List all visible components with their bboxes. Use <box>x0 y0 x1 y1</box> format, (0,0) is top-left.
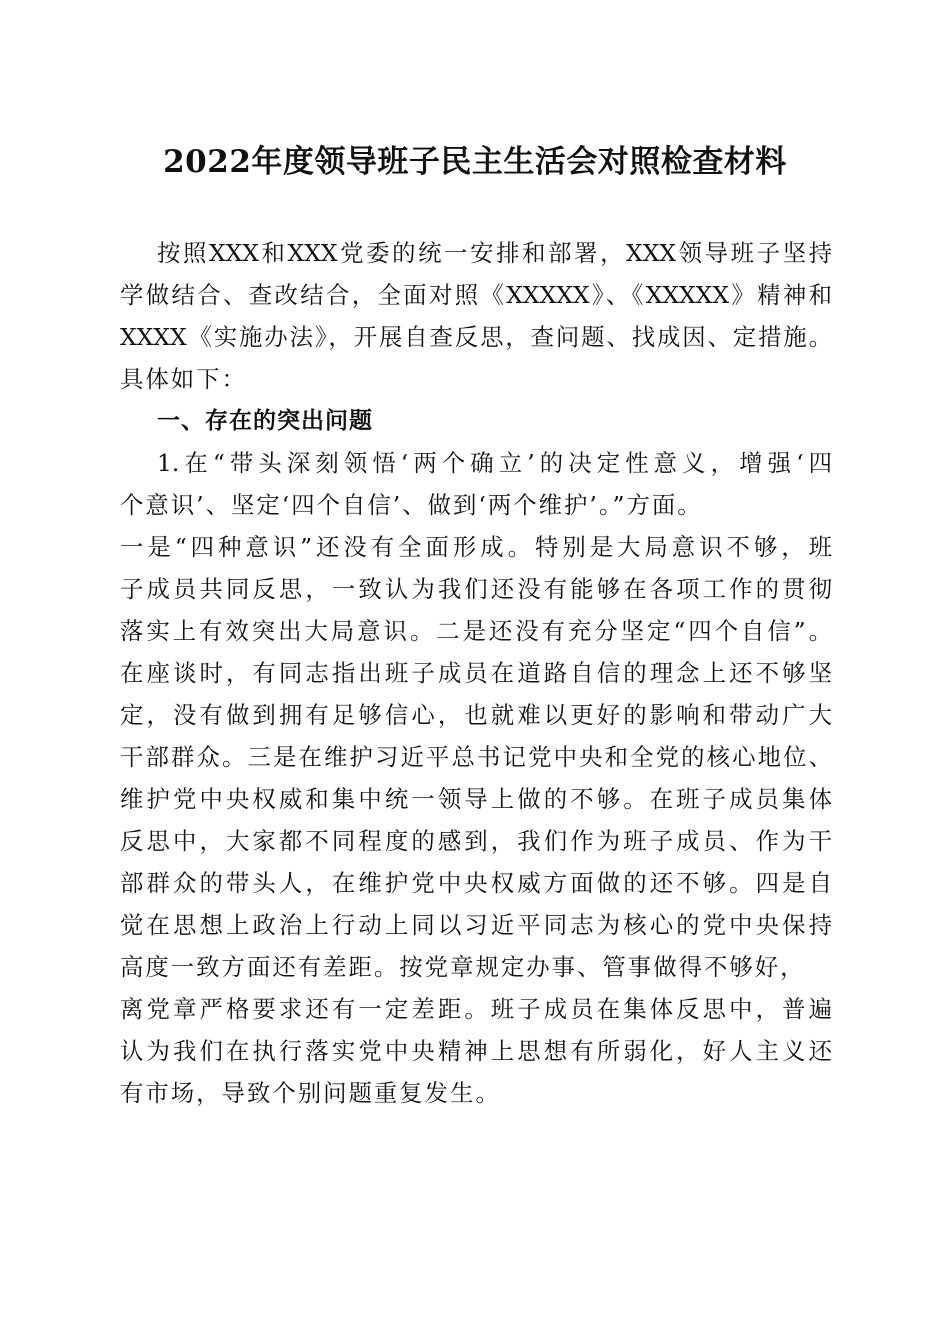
paragraph-line: 干部群众。三是在维护习近平总书记党中央和全党的核心地位、 <box>120 743 832 771</box>
paragraph-line: 在座谈时，有同志指出班子成员在道路自信的理念上还不够坚 <box>120 659 832 687</box>
paragraph-line: 子成员共同反思，一致认为我们还没有能够在各项工作的贯彻 <box>120 575 832 603</box>
paragraph-line: 个意识’、坚定‘四个自信’、做到‘两个维护’。”方面。 <box>120 491 703 519</box>
section-heading: 一、存在的突出问题 <box>157 408 373 434</box>
paragraph-line: 觉在思想上政治上行动上同以习近平同志为核心的党中央保持 <box>120 911 832 939</box>
paragraph-line: 按照XXX和XXX党委的统一安排和部署，XXX领导班子坚持 <box>157 239 832 267</box>
document-title: 2022年度领导班子民主生活会对照检查材料 <box>163 144 787 180</box>
paragraph-line: 一是“四种意识”还没有全面形成。特别是大局意识不够，班 <box>120 533 832 561</box>
paragraph-line: 定，没有做到拥有足够信心，也就难以更好的影响和带动广大 <box>120 701 832 729</box>
paragraph-line: 离党章严格要求还有一定差距。班子成员在集体反思中，普遍 <box>120 995 832 1023</box>
paragraph-line: 反思中，大家都不同程度的感到，我们作为班子成员、作为干 <box>120 827 832 855</box>
document-body <box>120 232 832 1114</box>
paragraph-line: 认为我们在执行落实党中央精神上思想有所弱化，好人主义还 <box>120 1037 832 1065</box>
paragraph-line: XXXX《实施办法》，开展自查反思，查问题、找成因、定措施。 <box>120 323 832 351</box>
paragraph-line: 部群众的带头人，在维护党中央权威方面做的还不够。四是自 <box>120 869 832 897</box>
paragraph-line: 高度一致方面还有差距。按党章规定办事、管事做得不够好， <box>120 953 806 981</box>
paragraph-line: 学做结合、查改结合，全面对照《XXXXX》、《XXXXX》精神和 <box>120 281 832 309</box>
paragraph-line: 1.在“带头深刻领悟‘两个确立’的决定性意义，增强‘四 <box>157 449 832 477</box>
paragraph-line: 有市场，导致个别问题重复发生。 <box>120 1079 501 1107</box>
paragraph-line: 落实上有效突出大局意识。二是还没有充分坚定“四个自信”。 <box>120 617 832 645</box>
paragraph-line: 维护党中央权威和集中统一领导上做的不够。在班子成员集体 <box>120 785 832 813</box>
paragraph-line: 具体如下： <box>120 365 247 393</box>
